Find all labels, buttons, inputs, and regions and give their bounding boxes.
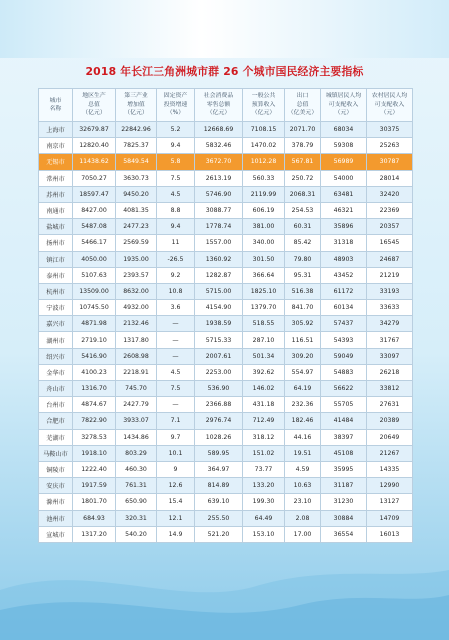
table-cell: 1379.70 (243, 300, 285, 316)
bottom-wave-decoration (0, 550, 449, 640)
table-cell: 4154.90 (195, 300, 243, 316)
table-row (39, 397, 413, 413)
table-cell: 33097 (367, 348, 413, 364)
table-row (39, 186, 413, 202)
city-name-cell: 宣城市 (39, 526, 73, 542)
table-cell: 85.42 (285, 235, 321, 251)
table-cell: 650.90 (116, 494, 157, 510)
table-cell: 841.70 (285, 300, 321, 316)
table-cell: 2569.59 (116, 235, 157, 251)
table-cell: 57437 (321, 316, 367, 332)
table-cell: 35896 (321, 219, 367, 235)
table-cell: 366.64 (243, 267, 285, 283)
table-cell: 516.38 (285, 283, 321, 299)
table-cell: 12668.69 (195, 122, 243, 138)
city-name-cell: 嘉兴市 (39, 316, 73, 332)
table-cell: 43452 (321, 267, 367, 283)
table-cell: 153.10 (243, 526, 285, 542)
table-cell: -26.5 (157, 251, 195, 267)
table-cell: 378.79 (285, 138, 321, 154)
table-row (39, 300, 413, 316)
table-row (39, 461, 413, 477)
table-cell: 1917.59 (73, 478, 116, 494)
table-cell: 21267 (367, 445, 413, 461)
city-name-cell: 常州市 (39, 170, 73, 186)
column-header: 地区生产 总值 （亿元） (73, 89, 116, 122)
table-cell: 309.20 (285, 348, 321, 364)
table-cell: 8632.00 (116, 283, 157, 299)
table-row (39, 332, 413, 348)
table-cell: 5715.00 (195, 283, 243, 299)
table-cell: 10745.50 (73, 300, 116, 316)
table-cell: 9.4 (157, 138, 195, 154)
table-cell: 54883 (321, 364, 367, 380)
table-cell: 182.46 (285, 413, 321, 429)
column-header: 固定资产 投资增速 （%） (157, 89, 195, 122)
table-cell: 199.30 (243, 494, 285, 510)
table-cell: 255.50 (195, 510, 243, 526)
table-row (39, 267, 413, 283)
table-cell: 24687 (367, 251, 413, 267)
table-cell: 2119.99 (243, 186, 285, 202)
table-cell: 23.10 (285, 494, 321, 510)
table-cell: 7.5 (157, 381, 195, 397)
table-cell: 1282.87 (195, 267, 243, 283)
table-cell: 536.90 (195, 381, 243, 397)
city-name-cell: 盐城市 (39, 219, 73, 235)
table-cell: 3.6 (157, 300, 195, 316)
table-cell: 54000 (321, 170, 367, 186)
table-cell: 7.5 (157, 170, 195, 186)
table-cell: 64.19 (285, 381, 321, 397)
table-cell: 1012.28 (243, 154, 285, 170)
table-cell: — (157, 316, 195, 332)
table-cell: 4874.67 (73, 397, 116, 413)
table-cell: 32679.87 (73, 122, 116, 138)
table-cell: 34279 (367, 316, 413, 332)
table-cell: 1935.00 (116, 251, 157, 267)
table-cell: 68034 (321, 122, 367, 138)
table-cell: 1316.70 (73, 381, 116, 397)
table-cell: 9.2 (157, 267, 195, 283)
table-cell: 73.77 (243, 461, 285, 477)
city-name-cell: 芜湖市 (39, 429, 73, 445)
table-cell: 2719.10 (73, 332, 116, 348)
table-cell: 1778.74 (195, 219, 243, 235)
table-row (39, 283, 413, 299)
table-row (39, 364, 413, 380)
table-cell: 2608.98 (116, 348, 157, 364)
table-cell: 14.9 (157, 526, 195, 542)
table-cell: 33193 (367, 283, 413, 299)
city-name-cell: 安庆市 (39, 478, 73, 494)
city-name-cell: 滁州市 (39, 494, 73, 510)
table-cell: 26218 (367, 364, 413, 380)
table-row (39, 154, 413, 170)
city-name-cell: 舟山市 (39, 381, 73, 397)
table-cell: 12.1 (157, 510, 195, 526)
table-cell: 13127 (367, 494, 413, 510)
table-cell: 1360.92 (195, 251, 243, 267)
table-cell: 2218.91 (116, 364, 157, 380)
table-cell: 2132.46 (116, 316, 157, 332)
table-cell: 30787 (367, 154, 413, 170)
table-cell: 7108.15 (243, 122, 285, 138)
table-cell: 1557.00 (195, 235, 243, 251)
table-cell: 2976.74 (195, 413, 243, 429)
table-cell: 25263 (367, 138, 413, 154)
table-cell: 55705 (321, 397, 367, 413)
city-name-cell: 绍兴市 (39, 348, 73, 364)
table-cell: 381.00 (243, 219, 285, 235)
city-name-cell: 杭州市 (39, 283, 73, 299)
table-cell: 20389 (367, 413, 413, 429)
column-header: 出口 总值 （亿美元） (285, 89, 321, 122)
table-cell: 1470.02 (243, 138, 285, 154)
table-cell: 567.81 (285, 154, 321, 170)
table-cell: 10.8 (157, 283, 195, 299)
table-cell: 4050.00 (73, 251, 116, 267)
table-cell: 13509.00 (73, 283, 116, 299)
table-cell: 305.92 (285, 316, 321, 332)
table-cell: 1825.10 (243, 283, 285, 299)
table-cell: 8.8 (157, 202, 195, 218)
table-cell: 5746.90 (195, 186, 243, 202)
table-row (39, 138, 413, 154)
table-row (39, 526, 413, 542)
table-cell: 56989 (321, 154, 367, 170)
table-cell: 4932.00 (116, 300, 157, 316)
table-cell: 36554 (321, 526, 367, 542)
table-row (39, 219, 413, 235)
table-row (39, 202, 413, 218)
table-row (39, 429, 413, 445)
table-cell: 56622 (321, 381, 367, 397)
table-cell: 60134 (321, 300, 367, 316)
table-cell: 16013 (367, 526, 413, 542)
table-body (39, 122, 413, 543)
table-cell: 33633 (367, 300, 413, 316)
table-cell: 12820.40 (73, 138, 116, 154)
table-cell: 19.51 (285, 445, 321, 461)
table-cell: 431.18 (243, 397, 285, 413)
table-cell: 7050.27 (73, 170, 116, 186)
table-cell: 5849.54 (116, 154, 157, 170)
table-cell: 9.7 (157, 429, 195, 445)
table-row (39, 494, 413, 510)
table-cell: 1317.80 (116, 332, 157, 348)
table-cell: 560.33 (243, 170, 285, 186)
table-cell: 146.02 (243, 381, 285, 397)
table-cell: 4871.98 (73, 316, 116, 332)
table-header-row (39, 89, 413, 122)
city-name-cell: 金华市 (39, 364, 73, 380)
table-cell: 59049 (321, 348, 367, 364)
table-cell: 14335 (367, 461, 413, 477)
table-cell: 2.08 (285, 510, 321, 526)
table-cell: 606.19 (243, 202, 285, 218)
table-cell: 10.1 (157, 445, 195, 461)
city-name-cell: 宁波市 (39, 300, 73, 316)
table-cell: 518.55 (243, 316, 285, 332)
table-cell: 5832.46 (195, 138, 243, 154)
table-cell: 1918.10 (73, 445, 116, 461)
table-cell: 11 (157, 235, 195, 251)
table-cell: 4100.23 (73, 364, 116, 380)
city-name-cell: 扬州市 (39, 235, 73, 251)
city-name-cell: 湖州市 (39, 332, 73, 348)
table-cell: 15.4 (157, 494, 195, 510)
column-header: 城镇居民人均 可支配收入 （元） (321, 89, 367, 122)
table-cell: 31187 (321, 478, 367, 494)
table-row (39, 316, 413, 332)
city-name-cell: 南京市 (39, 138, 73, 154)
indicators-table-container (38, 88, 412, 543)
table-row (39, 413, 413, 429)
city-name-cell: 台州市 (39, 397, 73, 413)
column-header: 城市 名称 (39, 89, 73, 122)
table-cell: 20357 (367, 219, 413, 235)
table-cell: 17.00 (285, 526, 321, 542)
table-cell: 745.70 (116, 381, 157, 397)
table-cell: 5.8 (157, 154, 195, 170)
table-cell: 7825.37 (116, 138, 157, 154)
city-name-cell: 镇江市 (39, 251, 73, 267)
column-header: 农村居民人均 可支配收入 （元） (367, 89, 413, 122)
table-cell: 32420 (367, 186, 413, 202)
table-cell: 287.10 (243, 332, 285, 348)
table-cell: 340.00 (243, 235, 285, 251)
table-cell: 2393.57 (116, 267, 157, 283)
table-cell: 45108 (321, 445, 367, 461)
table-cell: 712.49 (243, 413, 285, 429)
table-cell: 5487.08 (73, 219, 116, 235)
table-row (39, 478, 413, 494)
table-cell: 521.20 (195, 526, 243, 542)
table-cell: 364.97 (195, 461, 243, 477)
table-cell: 116.51 (285, 332, 321, 348)
table-row (39, 445, 413, 461)
table-cell: 2477.23 (116, 219, 157, 235)
city-name-cell: 南通市 (39, 202, 73, 218)
table-cell: 28014 (367, 170, 413, 186)
table-cell: 22842.96 (116, 122, 157, 138)
table-cell: 151.02 (243, 445, 285, 461)
page-title: 2018 年长江三角洲城市群 26 个城市国民经济主要指标 (85, 65, 364, 78)
table-cell: 501.34 (243, 348, 285, 364)
table-cell: 5107.63 (73, 267, 116, 283)
table-cell: 5416.90 (73, 348, 116, 364)
table-cell: 803.29 (116, 445, 157, 461)
table-cell: 814.89 (195, 478, 243, 494)
indicators-table (38, 88, 413, 543)
table-cell: 7.1 (157, 413, 195, 429)
table-cell: 46321 (321, 202, 367, 218)
table-cell: 3672.70 (195, 154, 243, 170)
table-cell: 12.6 (157, 478, 195, 494)
table-cell: — (157, 332, 195, 348)
table-cell: 554.97 (285, 364, 321, 380)
table-cell: 95.31 (285, 267, 321, 283)
table-cell: 4081.35 (116, 202, 157, 218)
table-cell: 2366.88 (195, 397, 243, 413)
table-cell: 7822.90 (73, 413, 116, 429)
table-cell: 589.95 (195, 445, 243, 461)
city-name-cell: 泰州市 (39, 267, 73, 283)
city-name-cell: 无锡市 (39, 154, 73, 170)
table-cell: 2071.70 (285, 122, 321, 138)
table-cell: 639.10 (195, 494, 243, 510)
table-cell: 684.93 (73, 510, 116, 526)
column-header: 社会消费品 零售总额 （亿元） (195, 89, 243, 122)
table-cell: 318.12 (243, 429, 285, 445)
table-cell: 320.31 (116, 510, 157, 526)
table-cell: 9 (157, 461, 195, 477)
table-cell: 9.4 (157, 219, 195, 235)
table-cell: 4.59 (285, 461, 321, 477)
table-cell: 1938.59 (195, 316, 243, 332)
table-cell: 18597.47 (73, 186, 116, 202)
table-cell: — (157, 397, 195, 413)
table-cell: 21219 (367, 267, 413, 283)
header-decoration (0, 0, 449, 58)
table-cell: 30884 (321, 510, 367, 526)
table-cell: 2007.61 (195, 348, 243, 364)
table-cell: 761.31 (116, 478, 157, 494)
table-cell: 232.36 (285, 397, 321, 413)
table-row (39, 251, 413, 267)
table-cell: 2613.19 (195, 170, 243, 186)
table-cell: 250.72 (285, 170, 321, 186)
table-cell: 41484 (321, 413, 367, 429)
column-header: 一般公共 预算收入 （亿元） (243, 89, 285, 122)
table-cell: 16545 (367, 235, 413, 251)
table-cell: 4.5 (157, 186, 195, 202)
table-row (39, 122, 413, 138)
city-name-cell: 苏州市 (39, 186, 73, 202)
table-cell: 1317.20 (73, 526, 116, 542)
table-cell: 1434.86 (116, 429, 157, 445)
city-name-cell: 合肥市 (39, 413, 73, 429)
table-cell: 11438.62 (73, 154, 116, 170)
table-cell: 5715.33 (195, 332, 243, 348)
table-cell: 8427.00 (73, 202, 116, 218)
table-cell: 31318 (321, 235, 367, 251)
table-cell: 10.63 (285, 478, 321, 494)
table-cell: 35995 (321, 461, 367, 477)
table-cell: 48903 (321, 251, 367, 267)
table-cell: 254.53 (285, 202, 321, 218)
table-cell: 4.5 (157, 364, 195, 380)
city-name-cell: 上海市 (39, 122, 73, 138)
table-cell: 392.62 (243, 364, 285, 380)
table-cell: 2427.79 (116, 397, 157, 413)
table-cell: 540.20 (116, 526, 157, 542)
table-cell: 301.50 (243, 251, 285, 267)
table-cell: 3630.73 (116, 170, 157, 186)
table-cell: 22369 (367, 202, 413, 218)
table-cell: 60.31 (285, 219, 321, 235)
table-cell: 3088.77 (195, 202, 243, 218)
table-cell: 5466.17 (73, 235, 116, 251)
city-name-cell: 池州市 (39, 510, 73, 526)
table-cell: 14709 (367, 510, 413, 526)
table-cell: 64.49 (243, 510, 285, 526)
table-cell: 3933.07 (116, 413, 157, 429)
table-row (39, 235, 413, 251)
table-cell: 1801.70 (73, 494, 116, 510)
table-cell: 460.30 (116, 461, 157, 477)
table-cell: 1028.26 (195, 429, 243, 445)
table-row (39, 510, 413, 526)
table-cell: 20649 (367, 429, 413, 445)
table-cell: 38397 (321, 429, 367, 445)
table-cell: 30375 (367, 122, 413, 138)
table-cell: 31230 (321, 494, 367, 510)
table-row (39, 381, 413, 397)
table-cell: 27631 (367, 397, 413, 413)
table-cell: 5.2 (157, 122, 195, 138)
table-cell: 3278.53 (73, 429, 116, 445)
table-cell: 63481 (321, 186, 367, 202)
table-cell: 59308 (321, 138, 367, 154)
table-cell: 79.80 (285, 251, 321, 267)
table-cell: 2253.00 (195, 364, 243, 380)
table-cell: — (157, 348, 195, 364)
table-cell: 2068.31 (285, 186, 321, 202)
table-row (39, 170, 413, 186)
table-cell: 1222.40 (73, 461, 116, 477)
table-cell: 31767 (367, 332, 413, 348)
table-cell: 133.20 (243, 478, 285, 494)
table-cell: 61172 (321, 283, 367, 299)
table-cell: 54393 (321, 332, 367, 348)
table-cell: 9450.20 (116, 186, 157, 202)
table-cell: 44.16 (285, 429, 321, 445)
table-cell: 12990 (367, 478, 413, 494)
city-name-cell: 马鞍山市 (39, 445, 73, 461)
table-cell: 33812 (367, 381, 413, 397)
column-header: 第三产业 增加值 （亿元） (116, 89, 157, 122)
table-row (39, 348, 413, 364)
city-name-cell: 铜陵市 (39, 461, 73, 477)
